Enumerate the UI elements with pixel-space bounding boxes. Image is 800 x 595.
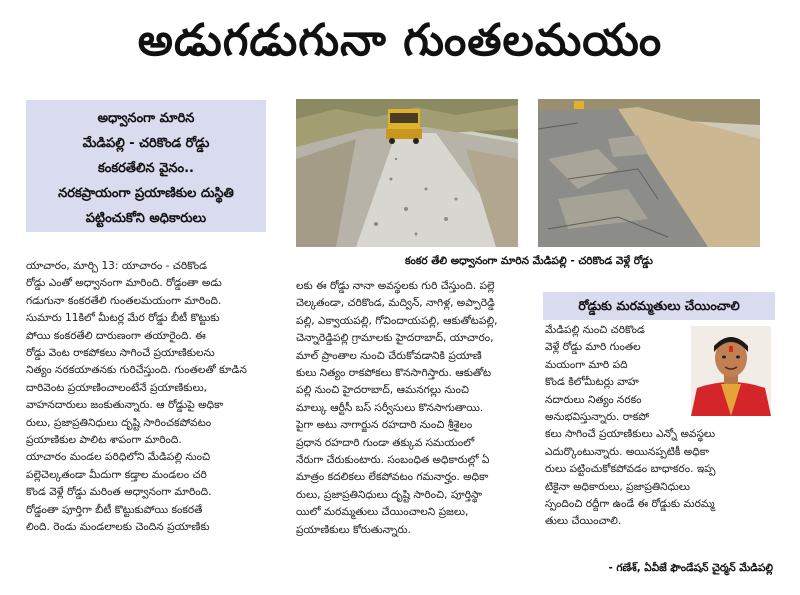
sidebar-heading: రోడ్డుకు మరమ్మతులు చేయించాలి <box>543 292 775 320</box>
deck-line: పట్టించుకోని అధికారులు <box>85 211 207 226</box>
deck-line: మేడిపల్లి - చరికొండ రోడ్డు <box>82 136 210 151</box>
road-photo-broken-tarmac <box>538 99 760 247</box>
quote-line: టికైనా అధికారులు, ప్రజాప్రతినిధులు <box>545 480 690 493</box>
body-line: పోయి కంకరతేలి దారుణంగా తయారైంది. ఈ <box>26 329 206 342</box>
body-line: పైగా అటు నాగార్జున రహదారి నుంచి శ్రీశైలం <box>296 419 473 432</box>
body-line: ప్రయాణికుల పాలిట శాపంగా మారింది. <box>26 434 182 447</box>
sidebar-credit: - గణేశ్, ఏవీజే ఫౌండేషన్ చైర్మన్ మేడిపల్లి <box>608 562 773 574</box>
photo-caption: కంకర తేలి అధ్వానంగా మారిన మేడిపల్లి - చరికొండ వెళ్లే రోడ్డు <box>405 255 653 267</box>
quote-line: స్పందించి రద్దీగా ఉండే ఈ రోడ్డుకు మరమ్మ <box>545 498 715 511</box>
body-line: లకు ఈ రోడ్డు నానా అవస్థలకు గురి చేస్తుంది. పల్లె <box>296 280 495 292</box>
body-line: గడుగునా కంకరతేలి గుంతలమయంగా మారింది. <box>26 294 222 307</box>
quote-sidebar <box>543 292 775 584</box>
body-line: సుమారు 11కిలో మీటర్ల మేర రోడ్డు బీటీ కొట్టుకు <box>26 312 220 325</box>
body-line: యాచారం మండల పరిధిలోని మేడిపల్లి నుంచి <box>26 451 211 464</box>
body-line: పల్లి, ఎక్వాయపల్లి, గోవిందాయపల్లి, ఆకుతోటపల్లి, <box>296 314 498 327</box>
body-line: కొండ వెళ్లే రోడ్డు మరింత అధ్వానంగా మారింది. <box>26 486 212 499</box>
quote-line: నదారులు నిత్యం నరకం <box>545 393 642 406</box>
body-line: యిలో మరమ్మతులు చేయించాలని ప్రజలు, <box>296 506 469 519</box>
deck-box <box>26 100 266 232</box>
deck-line: అధ్వానంగా మారిన <box>97 111 195 126</box>
body-line: మాత్రం కదలికలు లేకపోవటం గమనార్హం. అధికా <box>296 471 489 484</box>
body-line: కులు నిత్యం రాకపోకలు కొనసాగిస్తారు. ఆకుతోట <box>296 367 492 380</box>
quote-line: తులు చేయించాలి. <box>545 515 622 528</box>
body-line: యాచారం, మార్చి 13: యాచారం - చరికొండ <box>26 260 207 272</box>
road-photo-auto-rickshaw <box>296 99 518 247</box>
body-line: లింది. రెండు మండలాలకు చెందిన ప్రయాణికు <box>26 521 210 534</box>
body-line: చెల్కతండా, చరికొండ, మద్విన్, నాగిళ్ల, అప్పారెడ్డి <box>296 297 495 310</box>
deck-line: నరకప్రాయంగా ప్రయాణికుల దుస్థితి <box>58 186 234 201</box>
body-line: వాహనదారులు జంకుతున్నారు. ఆ రోడ్డుపై అధికా <box>26 399 224 412</box>
quote-line: అనుభవిస్తున్నారు. రాకపో <box>545 411 650 424</box>
quote-line: కలు సాగించే ప్రయాణికులు ఎన్నో అవస్థలు <box>545 428 716 441</box>
article-column-2 <box>296 278 542 539</box>
quote-line: మేడిపల్లి నుంచి చరికొండ <box>545 324 645 336</box>
body-line: పల్లెచెల్కతండా మీదుగా కడ్తాల మండలం చరి <box>26 468 207 481</box>
body-line: మాల్ ప్రాంతాల నుంచి చేరుకోవడానికి ప్రయాణి <box>296 349 482 362</box>
body-line: చెన్నారెడ్డిపల్లి గ్రామాలకు హైదరాబాద్, యాచారం, <box>296 332 494 345</box>
body-line: రోడ్డంతా పూర్తిగా బీటీ కొట్టుకుపోయి కంకరతే <box>26 503 203 516</box>
quote-line: వెళ్లే రోడ్డు మారి గుంతల <box>545 341 641 354</box>
body-line: మాల్కు ఆర్టీసీ బస్ సర్వీసులు కొనసాగుతాయి. <box>296 401 484 414</box>
deck-line: కంకరతేలిన వైనం.. <box>97 161 194 176</box>
body-line: రులు, ప్రజాప్రతినిధులు దృష్టి సారించి, పూర్తిస్థా <box>296 488 482 501</box>
quote-line: రులు పట్టించుకోకపోవడం బాధాకరం. ఇప్ప <box>545 463 716 476</box>
body-line: దారివెంట ప్రయాణించాలంటేనే ప్రయాణికులు, <box>26 381 208 394</box>
sidebar-quote <box>545 322 775 531</box>
body-line: నిత్యం నరకయాతనకు గురిచేస్తుంది. గుంతలతో కూడిన <box>26 364 247 377</box>
headline: అడుగడుగునా గుంతలమయం <box>137 15 663 66</box>
body-line: నేరుగా చేరుకుంటారు. సంబంధిత అధికారుల్లో ఏ <box>296 454 490 467</box>
quote-line: కొండ కిలోమీటర్లు వాహ <box>545 376 639 389</box>
quote-line: మయంగా మారి పది <box>545 358 628 371</box>
body-line: రోడ్డు ఎంతో అధ్వానంగా మారింది. రోడ్డంతా అడు <box>26 277 222 290</box>
body-line: ప్రయాణికులు కోరుతున్నారు. <box>296 523 411 536</box>
body-line: రులు, ప్రజాప్రతినిధులు దృష్టి సారించకపోవటం <box>26 416 212 429</box>
body-line: ప్రధాన రహదారి గుండా తక్కువ సమయంలో <box>296 436 475 449</box>
article-column-1 <box>26 258 288 537</box>
quote-line: ఎదుర్కొంటున్నారు. అయినప్పటికీ అధికా <box>545 445 709 458</box>
body-line: పల్లి నుంచి హైదరాబాద్, ఆమనగల్లు నుంచి <box>296 384 469 397</box>
body-line: రోడ్డు వెంట రాకపోకలు సాగించే ప్రయాణికులను <box>26 347 215 360</box>
